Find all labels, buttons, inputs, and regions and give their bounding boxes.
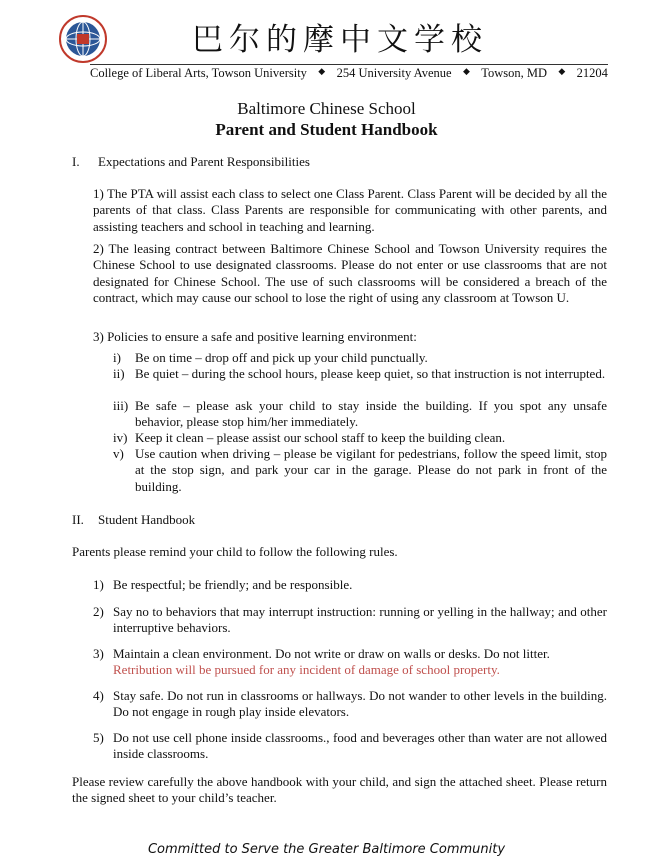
school-logo (58, 14, 108, 64)
list-marker: 3) (93, 646, 104, 661)
list-marker: i) (113, 350, 121, 365)
list-item (113, 350, 607, 366)
list-item (113, 446, 607, 495)
list-marker: v) (113, 446, 124, 461)
section-number: I. (72, 154, 80, 169)
list-item (93, 730, 607, 763)
list-marker: 1) (93, 577, 104, 592)
list-text: Use caution when driving – please be vigilant for pedestrians, follow the speed limit, stop at the stop sign, and park your car in the garage. Please do not park in front of the building. (135, 446, 607, 494)
list-marker: 2) (93, 604, 104, 619)
section-heading (72, 512, 195, 528)
document-title: Parent and Student Handbook (215, 120, 438, 139)
address-street: 254 University Avenue (336, 66, 452, 80)
list-text: Be respectful; be friendly; and be responsible. (113, 577, 353, 592)
address-line (90, 66, 608, 81)
list-text: Be on time – drop off and pick up your child punctually. (135, 350, 428, 365)
list-text: Be safe – please ask your child to stay inside the building. If you spot any unsafe behavior, please stop him/her immediately. (135, 398, 607, 430)
paragraph-pta: 1) The PTA will assist each class to select one Class Parent. Class Parent will be decided by all the parents of that class. Class Parents are responsible for communicating with other parents, and assisting teachers and school in teaching and learning. (93, 186, 607, 234)
closing-paragraph: Please review carefully the above handbook with your child, and sign the attached sheet. Please return the signed sheet to your child’s teacher. (72, 774, 607, 806)
section-title: Expectations and Parent Responsibilities (98, 154, 310, 169)
list-item (113, 366, 607, 382)
school-name: Baltimore Chinese School (237, 99, 416, 118)
address-zip: 21204 (576, 66, 608, 80)
section-number: II. (72, 512, 84, 527)
warning-text: Retribution will be pursued for any incident of damage of school property. (113, 662, 500, 678)
list-text: Keep it clean – please assist our school staff to keep the building clean. (135, 430, 506, 445)
list-text: Stay safe. Do not run in classrooms or hallways. Do not wander to other levels in the building. Do not engage in rough play inside elevators. (113, 688, 607, 720)
address-city: Towson, MD (481, 66, 548, 80)
paragraph-lease: 2) The leasing contract between Baltimore Chinese School and Towson University requires the Chinese School to use designated classrooms. Please do not enter or use classrooms that are not designated for Chinese School. The use of such classrooms will be considered a breach of the contract, which may cause our school to lose the right of using any classroom at Towson U. (93, 241, 607, 305)
list-item (93, 577, 607, 593)
paragraph-policies: 3) Policies to ensure a safe and positive learning environment: (93, 329, 417, 344)
list-text: Say no to behaviors that may interrupt instruction: running or yelling in the hallway; and other interruptive behaviors. (113, 604, 607, 636)
diamond-separator-icon: ◆ (462, 66, 470, 76)
list-text: Do not use cell phone inside classrooms., food and beverages other than water are not allowed inside classrooms. (113, 730, 607, 762)
list-marker: iv) (113, 430, 128, 445)
list-item (113, 430, 607, 446)
list-text: Be quiet – during the school hours, please keep quiet, so that instruction is not interrupted. (135, 366, 606, 381)
list-item (93, 688, 607, 721)
list-marker: 4) (93, 688, 104, 703)
header-divider (90, 64, 608, 65)
chinese-school-name: 巴尔的摩中文学校 (192, 22, 488, 58)
diamond-separator-icon: ◆ (318, 66, 326, 76)
list-marker: 5) (93, 730, 104, 745)
rules-intro: Parents please remind your child to follow the following rules. (72, 544, 398, 559)
list-text (113, 646, 607, 679)
list-item (113, 398, 607, 431)
footer-motto: Committed to Serve the Greater Baltimore Community (147, 842, 506, 857)
list-marker: ii) (113, 366, 125, 381)
address-college: College of Liberal Arts, Towson University (90, 66, 307, 80)
section-heading (72, 154, 310, 170)
diamond-separator-icon: ◆ (558, 66, 566, 76)
list-item (93, 646, 607, 679)
list-marker: iii) (113, 398, 129, 413)
list-item (93, 604, 607, 637)
rule-text: Maintain a clean environment. Do not write or draw on walls or desks. Do not litter. (113, 646, 550, 661)
section-title: Student Handbook (98, 512, 196, 527)
